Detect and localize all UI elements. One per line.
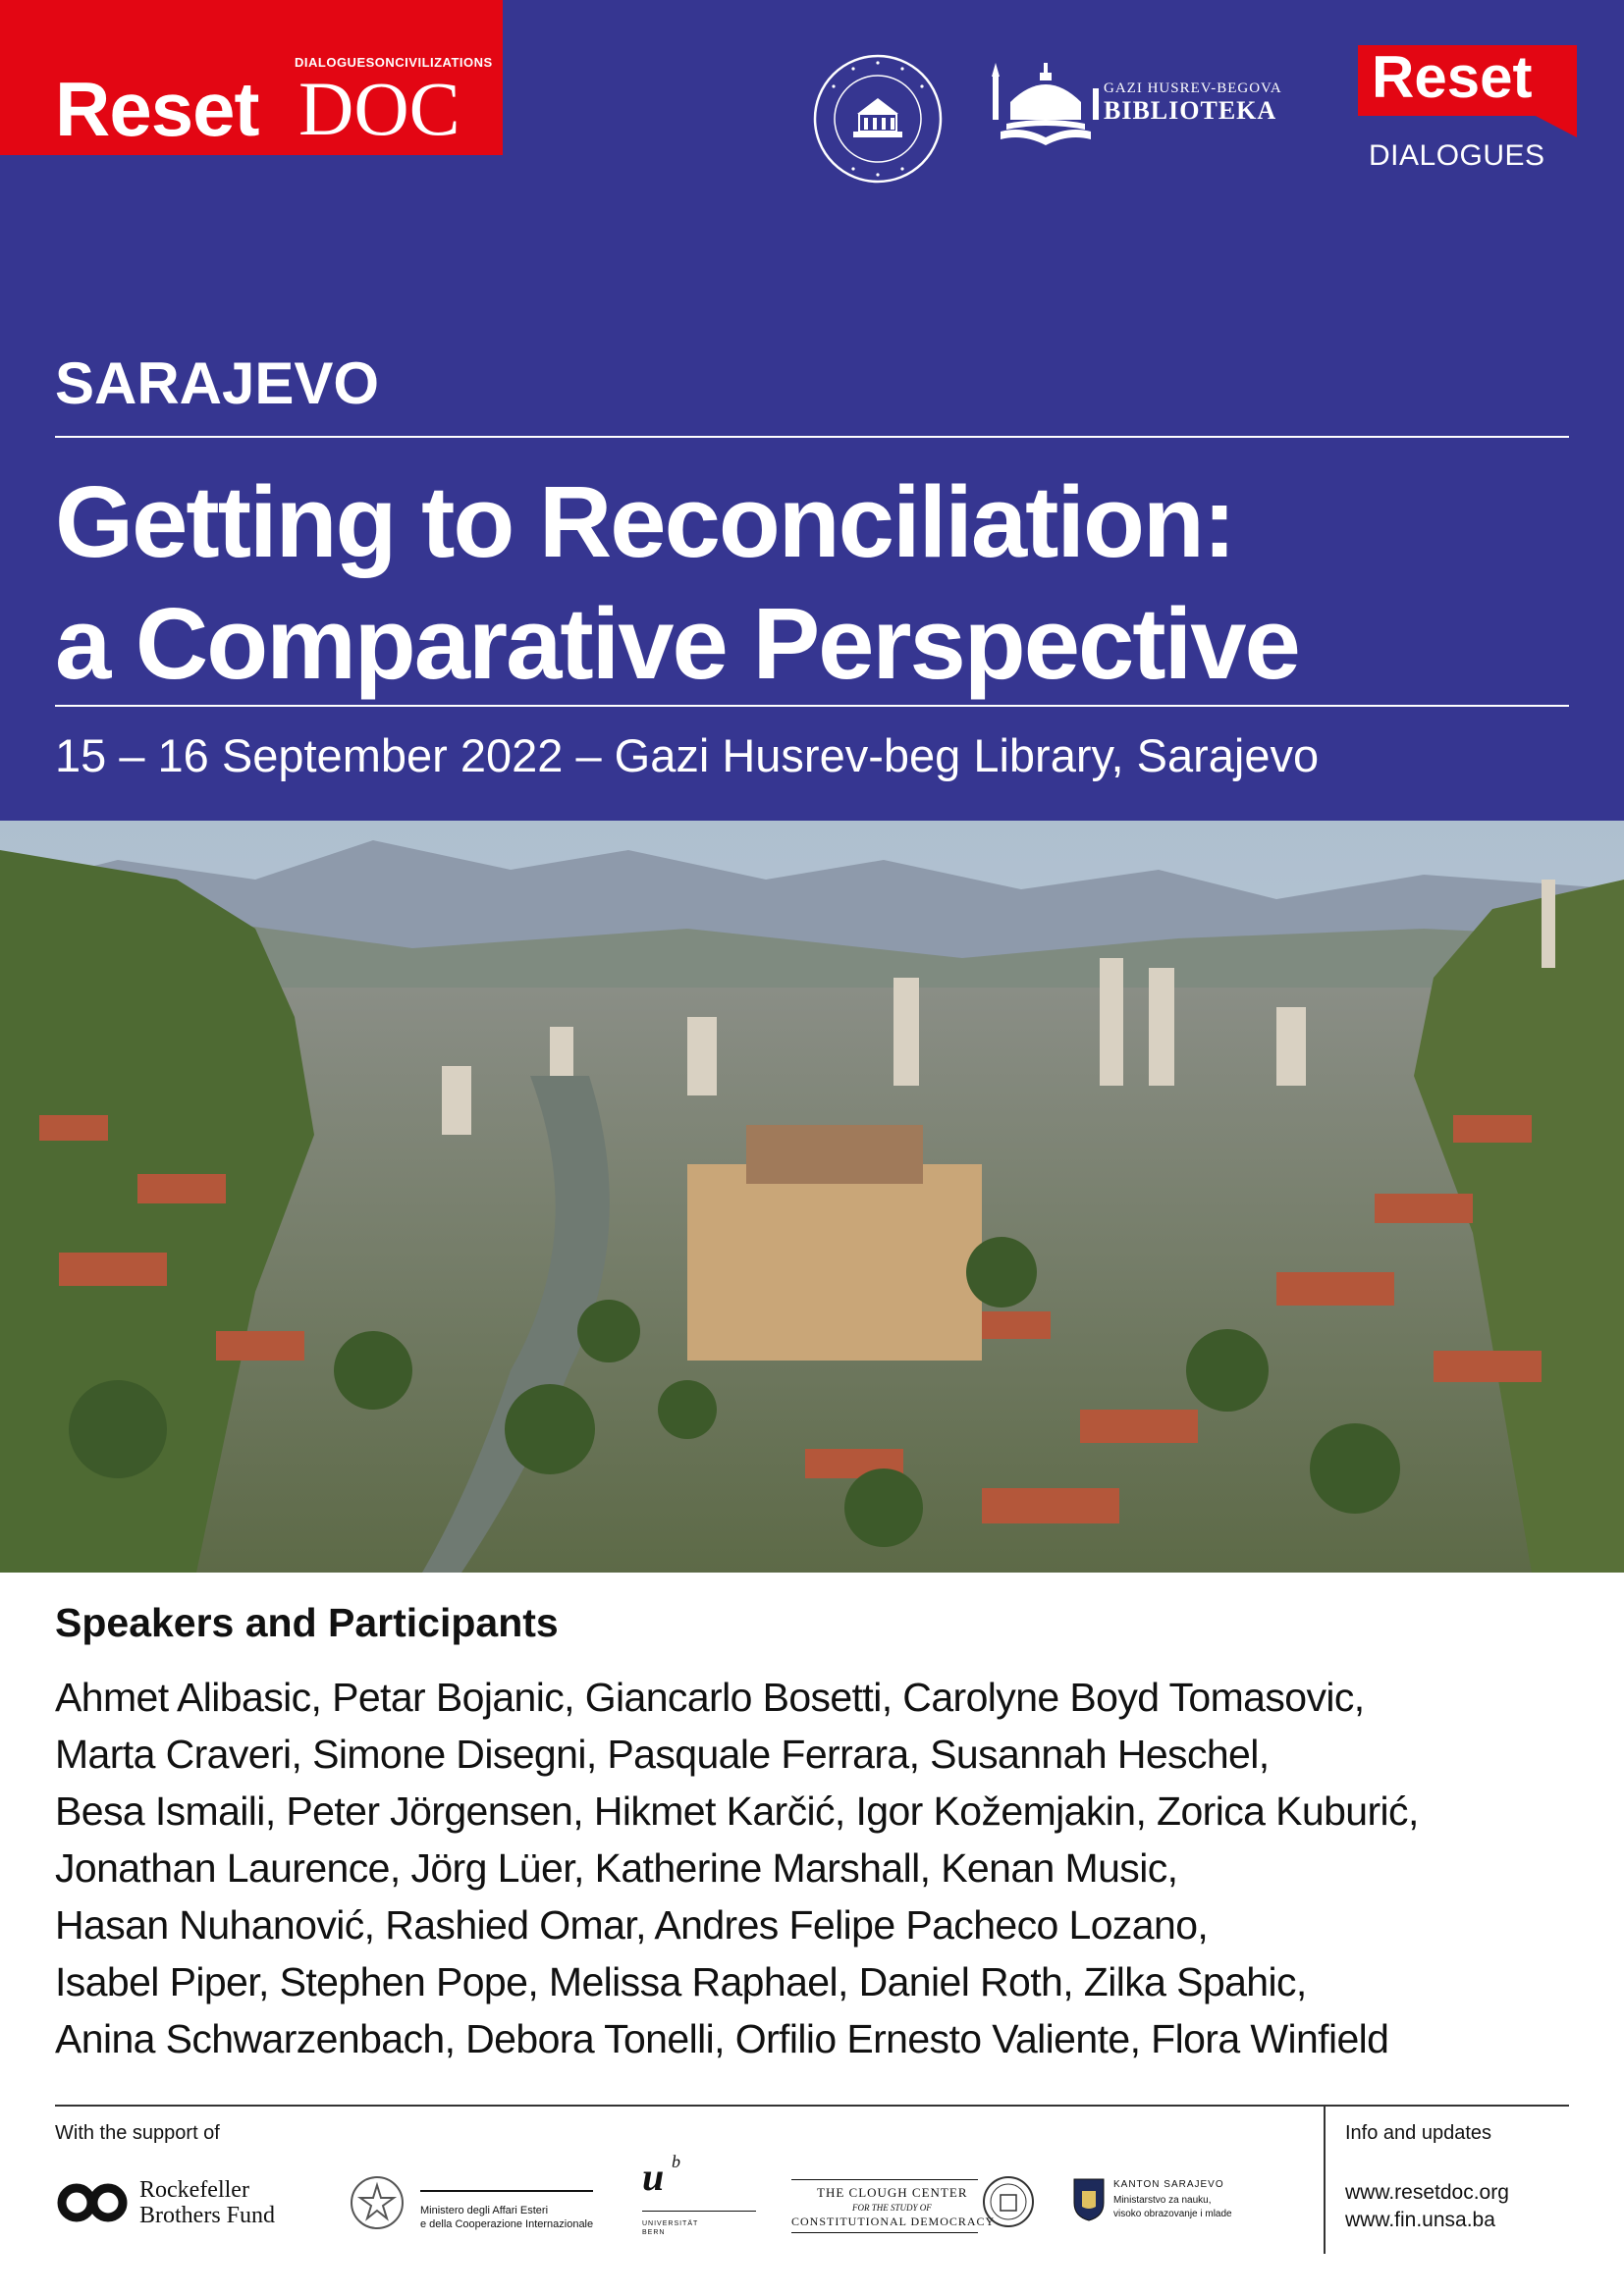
speakers-line: Hasan Nuhanović, Rashied Omar, Andres Felipe Pacheco Lozano, bbox=[55, 1902, 1209, 1948]
sarajevo-cityscape-photo bbox=[0, 821, 1624, 1573]
unibe-name-line1: UNIVERSITÄT bbox=[642, 2220, 699, 2227]
event-title-line1: Getting to Reconciliation: bbox=[55, 465, 1235, 578]
reset-dialogues-word: Reset bbox=[1372, 44, 1533, 110]
reset-dialogues-logo[interactable] bbox=[1358, 45, 1577, 116]
event-dateline: 15 – 16 September 2022 – Gazi Husrev-beg Library, Sarajevo bbox=[55, 729, 1320, 781]
mae-name-line2: e della Cooperazione Internazionale bbox=[420, 2218, 594, 2230]
speakers-line: Jonathan Laurence, Jörg Lüer, Katherine Marshall, Kenan Music, bbox=[55, 1845, 1178, 1891]
resetdoc-tagline: DIALOGUESONCIVILIZATIONS bbox=[295, 55, 493, 70]
title-rule-top bbox=[55, 436, 1569, 438]
kanton-name-line3: visoko obrazovanje i mlade bbox=[1113, 2209, 1232, 2219]
clough-rule-top bbox=[791, 2179, 978, 2180]
reset-dialogues-subtitle: DIALOGUES bbox=[1369, 139, 1545, 172]
clough-name-line3: CONSTITUTIONAL DEMOCRACY bbox=[791, 2215, 996, 2228]
title-rule-bottom bbox=[55, 705, 1569, 707]
rockefeller-name-line1: Rockefeller bbox=[139, 2177, 249, 2203]
gazi-library-name-line1: GAZI HUSREV-BEGOVA bbox=[1104, 80, 1282, 96]
footer-rule bbox=[55, 2105, 1569, 2107]
resetdoc-logo[interactable] bbox=[0, 0, 503, 155]
speakers-line: Anina Schwarzenbach, Debora Tonelli, Orfilio Ernesto Valiente, Flora Winfield bbox=[55, 2016, 1389, 2061]
resetdoc-word-reset: Reset bbox=[55, 66, 259, 152]
kanton-name-line1: KANTON SARAJEVO bbox=[1113, 2179, 1224, 2190]
clough-name-line1: THE CLOUGH CENTER bbox=[817, 2185, 968, 2200]
resetdoc-word-doc: DOC bbox=[298, 66, 460, 151]
italian-republic-emblem-icon bbox=[346, 2171, 408, 2234]
faculty-seal-icon bbox=[812, 53, 944, 185]
gazi-library-name-line2: BIBLIOTEKA bbox=[1104, 96, 1277, 125]
clough-rule-bottom bbox=[791, 2232, 978, 2233]
speech-bubble-tail-icon bbox=[1532, 114, 1577, 137]
speakers-line: Isabel Piper, Stephen Pope, Melissa Raphael, Daniel Roth, Zilka Spahic, bbox=[55, 1959, 1307, 2004]
unibe-logo-u: u bbox=[642, 2155, 665, 2199]
kanton-name-line2: Ministarstvo za nauku, bbox=[1113, 2195, 1212, 2206]
mae-name-line1: Ministero degli Affari Esteri bbox=[420, 2205, 549, 2216]
clough-name-line2: FOR THE STUDY OF bbox=[852, 2203, 932, 2213]
rockefeller-name-line2: Brothers Fund bbox=[139, 2203, 275, 2228]
gazi-library-mosque-icon bbox=[987, 59, 1105, 149]
event-title bbox=[55, 461, 1587, 705]
unibe-name-line2: BERN bbox=[642, 2229, 666, 2236]
speakers-list bbox=[55, 1669, 1587, 2067]
speakers-line: Ahmet Alibasic, Petar Bojanic, Giancarlo Bosetti, Carolyne Boyd Tomasovic, bbox=[55, 1675, 1365, 1720]
mae-rule bbox=[420, 2190, 593, 2192]
speakers-line: Marta Craveri, Simone Disegni, Pasquale Ferrara, Susannah Heschel, bbox=[55, 1732, 1270, 1777]
link-fin-unsa[interactable]: www.fin.unsa.ba bbox=[1345, 2209, 1495, 2231]
info-label: Info and updates bbox=[1345, 2122, 1492, 2144]
kanton-sarajevo-crest-icon bbox=[1072, 2177, 1106, 2222]
boston-college-seal-icon bbox=[982, 2175, 1035, 2228]
event-title-line2: a Comparative Perspective bbox=[55, 587, 1299, 700]
speakers-heading: Speakers and Participants bbox=[55, 1600, 559, 1645]
speakers-line: Besa Ismaili, Peter Jörgensen, Hikmet Karčić, Igor Kožemjakin, Zorica Kuburić, bbox=[55, 1789, 1419, 1834]
rockefeller-chain-icon bbox=[55, 2181, 130, 2224]
link-resetdoc[interactable]: www.resetdoc.org bbox=[1345, 2181, 1509, 2204]
support-label: With the support of bbox=[55, 2122, 220, 2144]
footer-divider bbox=[1324, 2107, 1326, 2254]
unibe-logo-b: b bbox=[672, 2152, 680, 2171]
unibe-rule bbox=[642, 2211, 756, 2212]
event-city: SARAJEVO bbox=[55, 350, 380, 416]
